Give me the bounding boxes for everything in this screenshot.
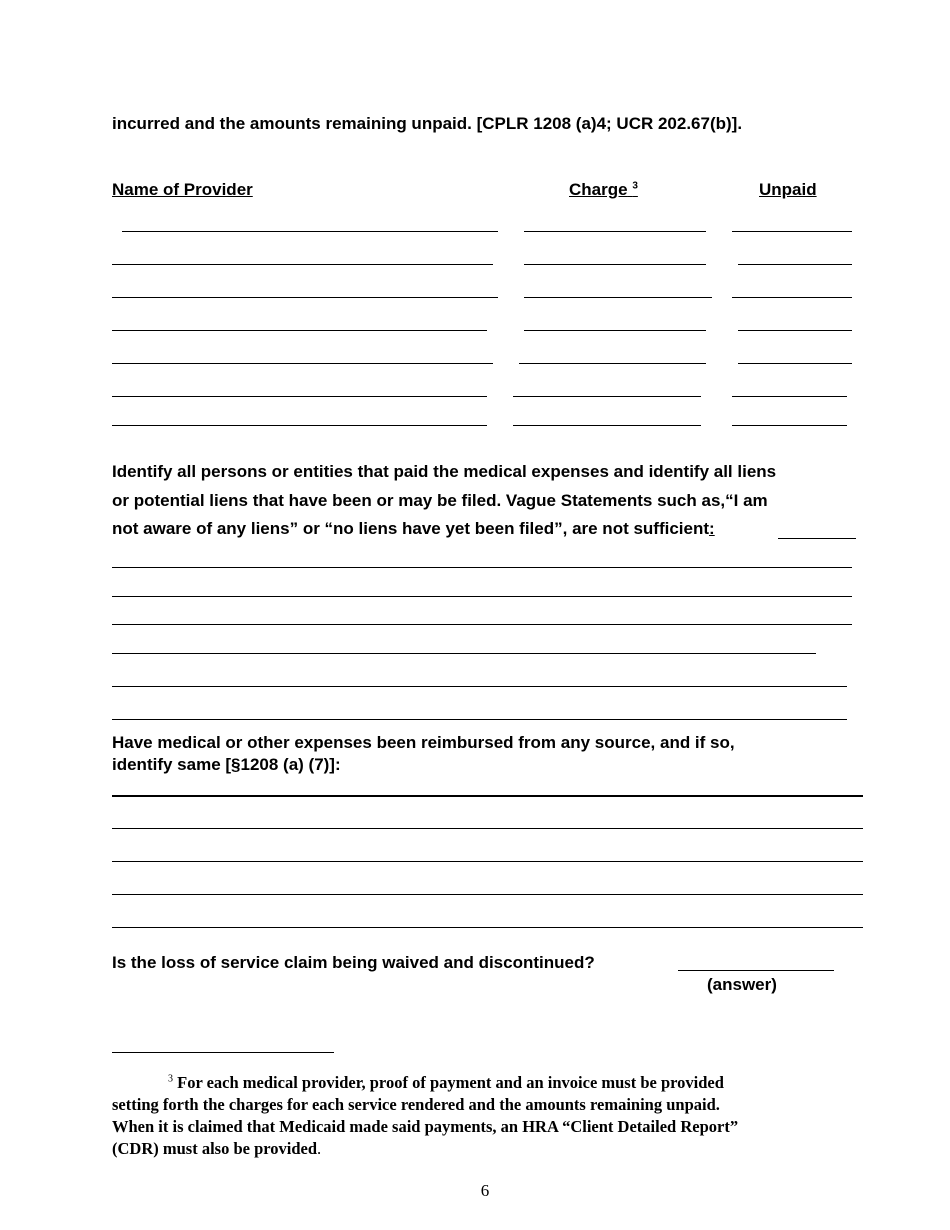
footnote-separator [112,1052,334,1053]
reimbursed-question-line-2: identify same [§1208 (a) (7)]: [112,755,341,774]
liens-answer-line[interactable] [112,686,847,687]
unpaid-line[interactable] [732,396,847,397]
footnote-line-1 [112,1072,872,1094]
charge-line[interactable] [524,297,712,298]
liens-question-line-3-text: not aware of any liens” or “no liens have yet been filed”, are not sufficient [112,519,710,538]
provider-line[interactable] [112,330,487,331]
reimbursed-answer-line[interactable] [112,828,863,829]
provider-line[interactable] [112,425,487,426]
footnote-line-4-text: (CDR) must also be provided [112,1139,318,1158]
liens-answer-line[interactable] [112,596,852,597]
intro-line: incurred and the amounts remaining unpaid. [CPLR 1208 (a)4; UCR 202.67(b)]. [112,114,743,133]
reimbursed-answer-line[interactable] [112,795,863,797]
liens-answer-line[interactable] [112,653,816,654]
unpaid-line[interactable] [738,363,852,364]
liens-question-colon: : [709,519,715,538]
reimbursed-question [112,732,872,776]
footnote-number: 3 [168,1073,173,1085]
reimbursed-answer-line[interactable] [112,927,863,928]
charge-line[interactable] [524,264,706,265]
provider-line[interactable] [112,396,487,397]
waiver-question: Is the loss of service claim being waived and discontinued? [112,953,595,972]
reimbursed-answer-line[interactable] [112,894,863,895]
unpaid-line[interactable] [732,425,847,426]
footnote-end-period: . [317,1139,322,1158]
reimbursed-question-line-1: Have medical or other expenses been reimbursed from any source, and if so, [112,733,735,752]
footnote-line-3: When it is claimed that Medicaid made said payments, an HRA “Client Detailed Report” [112,1117,739,1136]
provider-line[interactable] [112,297,498,298]
liens-question [112,458,872,544]
header-unpaid: Unpaid [759,180,817,199]
unpaid-line[interactable] [732,231,852,232]
charge-line[interactable] [513,425,701,426]
unpaid-line[interactable] [738,330,852,331]
waiver-answer-label: (answer) [707,975,777,994]
footnote-ref-3: 3 [632,180,638,192]
provider-line[interactable] [122,231,498,232]
liens-answer-line[interactable] [112,567,852,568]
charge-line[interactable] [524,231,706,232]
footnote-line-1-text: For each medical provider, proof of payment and an invoice must be provided [177,1073,724,1092]
header-name-of-provider: Name of Provider [112,180,253,199]
charge-line[interactable] [524,330,706,331]
header-charge [569,179,638,200]
liens-answer-line[interactable] [112,719,847,720]
liens-question-line-2: or potential liens that have been or may be filed. Vague Statements such as,“I am [112,490,768,510]
footnote-line-2: setting forth the charges for each service rendered and the amounts remaining unpaid. [112,1095,720,1114]
provider-line[interactable] [112,264,493,265]
footnote-line-4 [112,1138,872,1160]
charge-line[interactable] [513,396,701,397]
charge-line[interactable] [519,363,706,364]
waiver-answer-line[interactable] [678,970,834,971]
liens-answer-inline-line[interactable] [778,538,856,539]
header-charge-label: Charge [569,180,628,199]
footnote [112,1072,872,1160]
liens-question-line-1: Identify all persons or entities that paid the medical expenses and identify all liens [112,462,777,481]
unpaid-line[interactable] [738,264,852,265]
unpaid-line[interactable] [732,297,852,298]
provider-line[interactable] [112,363,493,364]
page-number: 6 [480,1181,490,1200]
liens-question-line-3 [112,515,872,544]
reimbursed-answer-line[interactable] [112,861,863,862]
liens-answer-line[interactable] [112,624,852,625]
